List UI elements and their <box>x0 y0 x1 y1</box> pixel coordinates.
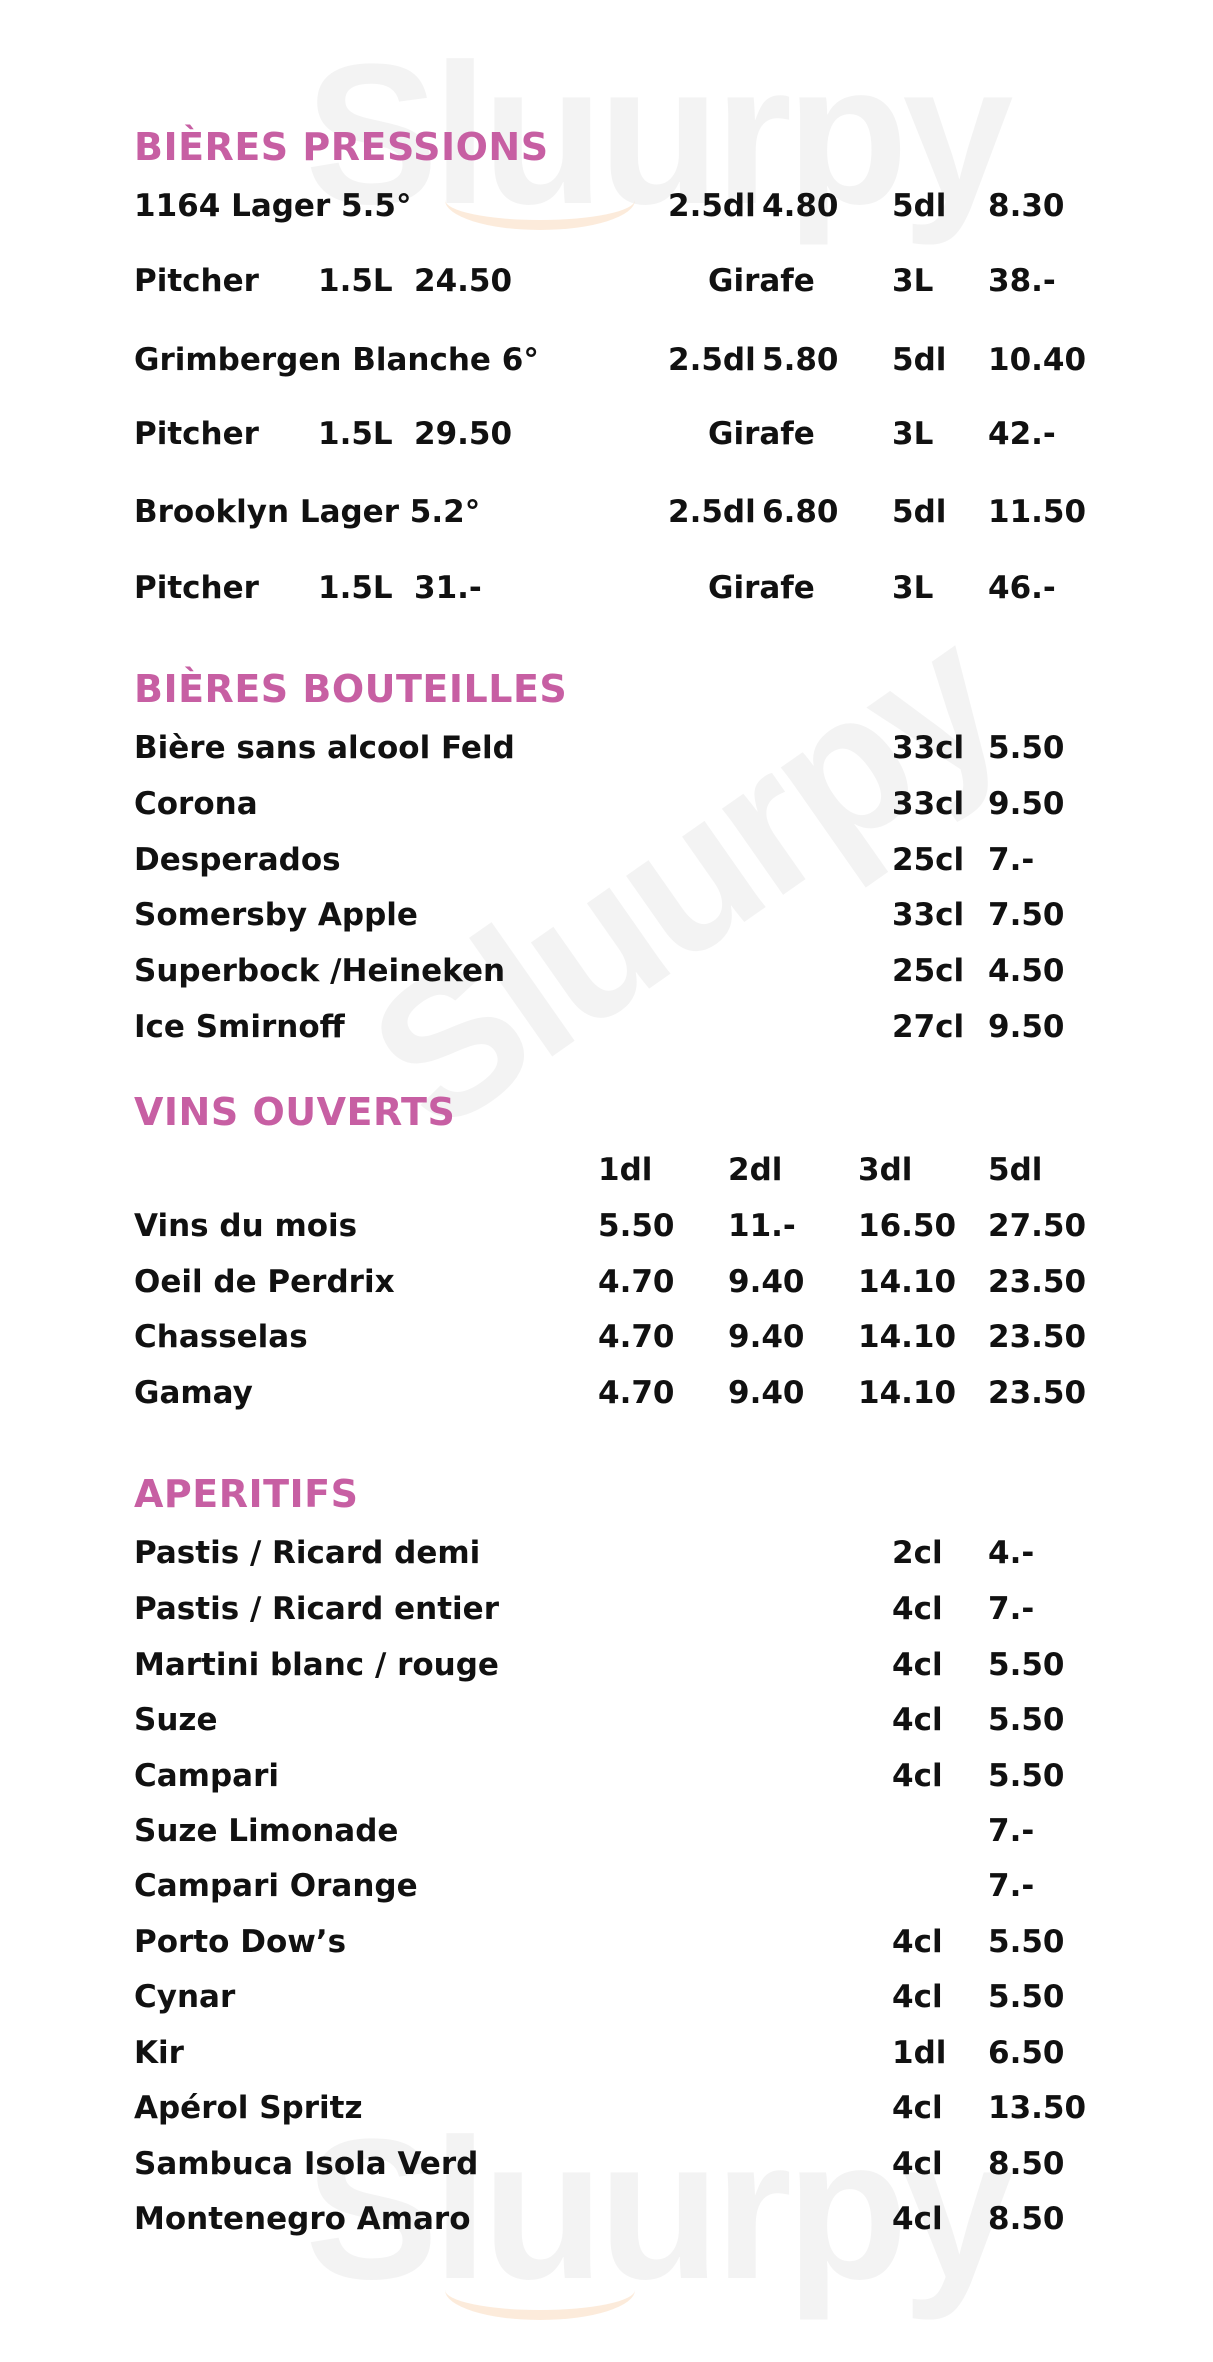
menu-row <box>0 784 1213 824</box>
item-name: Suze Limonade <box>134 1813 399 1849</box>
item-price: 9.50 <box>988 786 1065 822</box>
item-name: Montenegro Amaro <box>134 2201 471 2237</box>
item-price: 9.40 <box>728 1264 805 1300</box>
menu-row <box>0 728 1213 768</box>
item-price: 4.70 <box>598 1264 675 1300</box>
item-size: 4cl <box>892 1758 943 1794</box>
item-price: 5.50 <box>598 1208 675 1244</box>
item-price: 4.70 <box>598 1319 675 1355</box>
item-size: 1.5L <box>318 570 393 606</box>
section-title-bieres-pressions: BIÈRES PRESSIONS <box>134 125 549 169</box>
item-name: Cynar <box>134 1979 236 2015</box>
menu-row <box>0 1922 1213 1962</box>
column-header: 1dl <box>598 1152 653 1188</box>
item-price: 31.- <box>414 570 482 606</box>
item-price: 5.50 <box>988 1979 1065 2015</box>
item-price: 11.50 <box>988 494 1087 530</box>
item-name: Bière sans alcool Feld <box>134 730 515 766</box>
item-name: Desperados <box>134 842 341 878</box>
item-size: 2.5dl <box>668 188 756 224</box>
menu-row <box>0 414 1213 454</box>
item-price: 4.- <box>988 1535 1035 1571</box>
menu-row <box>0 1645 1213 1685</box>
item-size: 25cl <box>892 953 965 989</box>
item-size: 3L <box>892 570 934 606</box>
item-price: 9.40 <box>728 1319 805 1355</box>
item-name: Pitcher <box>134 263 259 299</box>
item-name: Pastis / Ricard entier <box>134 1591 499 1627</box>
item-price: 7.- <box>988 842 1035 878</box>
item-name: Suze <box>134 1702 218 1738</box>
item-name: Kir <box>134 2035 184 2071</box>
item-price: 11.- <box>728 1208 796 1244</box>
column-header: 3dl <box>858 1152 913 1188</box>
item-price: 4.50 <box>988 953 1065 989</box>
item-name: Apérol Spritz <box>134 2090 363 2126</box>
menu-row <box>0 1756 1213 1796</box>
column-headers <box>0 1150 1213 1190</box>
item-name: Pitcher <box>134 570 259 606</box>
item-size: 4cl <box>892 1702 943 1738</box>
menu-row <box>0 1866 1213 1906</box>
item-price: 7.- <box>988 1868 1035 1904</box>
menu-row <box>0 2199 1213 2239</box>
item-price: 5.50 <box>988 1647 1065 1683</box>
item-name: Brooklyn Lager 5.2° <box>134 494 481 530</box>
menu-row <box>0 1317 1213 1357</box>
item-price: 9.50 <box>988 1009 1065 1045</box>
menu-row <box>0 1533 1213 1573</box>
item-price: 14.10 <box>858 1319 957 1355</box>
menu-row <box>0 2144 1213 2184</box>
item-price: 9.40 <box>728 1375 805 1411</box>
item-name: Gamay <box>134 1375 253 1411</box>
menu-row <box>0 2088 1213 2128</box>
item-name: Campari Orange <box>134 1868 418 1904</box>
item-name: 1164 Lager 5.5° <box>134 188 412 224</box>
item-price: 27.50 <box>988 1208 1087 1244</box>
item-size: 2.5dl <box>668 342 756 378</box>
item-price: 29.50 <box>414 416 513 452</box>
menu-row <box>0 1589 1213 1629</box>
item-size: 1.5L <box>318 263 393 299</box>
item-size: 2cl <box>892 1535 943 1571</box>
item-size: 5dl <box>892 494 947 530</box>
item-name: Grimbergen Blanche 6° <box>134 342 539 378</box>
item-price: 23.50 <box>988 1264 1087 1300</box>
item-price: 23.50 <box>988 1375 1087 1411</box>
item-name: Somersby Apple <box>134 897 418 933</box>
item-price: 8.50 <box>988 2201 1065 2237</box>
item-price: 13.50 <box>988 2090 1087 2126</box>
item-name: Superbock /Heineken <box>134 953 506 989</box>
item-price: 38.- <box>988 263 1056 299</box>
menu-row <box>0 951 1213 991</box>
section-title-vins-ouverts: VINS OUVERTS <box>134 1090 456 1134</box>
item-price: 7.- <box>988 1591 1035 1627</box>
item-price: 5.50 <box>988 1758 1065 1794</box>
item-name: Pitcher <box>134 416 259 452</box>
item-price: 14.10 <box>858 1375 957 1411</box>
item-price: 46.- <box>988 570 1056 606</box>
watermark-smile-icon <box>445 2260 635 2320</box>
item-name: Campari <box>134 1758 279 1794</box>
item-size: 5dl <box>892 188 947 224</box>
menu-row <box>0 261 1213 301</box>
item-size: 4cl <box>892 1979 943 2015</box>
item-size: 33cl <box>892 730 965 766</box>
menu-row <box>0 1811 1213 1851</box>
menu-row <box>0 1700 1213 1740</box>
item-name: Girafe <box>708 570 815 606</box>
item-size: 4cl <box>892 1924 943 1960</box>
item-name: Girafe <box>708 416 815 452</box>
item-price: 24.50 <box>414 263 513 299</box>
item-name: Ice Smirnoff <box>134 1009 345 1045</box>
section-title-aperitifs: APERITIFS <box>134 1472 359 1516</box>
item-name: Porto Dow’s <box>134 1924 347 1960</box>
menu-row <box>0 1977 1213 2017</box>
menu-row <box>0 340 1213 380</box>
item-size: 3L <box>892 416 934 452</box>
menu-row <box>0 1007 1213 1047</box>
item-price: 4.80 <box>762 188 839 224</box>
menu-row <box>0 2033 1213 2073</box>
item-name: Corona <box>134 786 258 822</box>
item-size: 1dl <box>892 2035 947 2071</box>
item-size: 25cl <box>892 842 965 878</box>
item-price: 14.10 <box>858 1264 957 1300</box>
item-price: 8.30 <box>988 188 1065 224</box>
item-price: 5.50 <box>988 1702 1065 1738</box>
section-title-bieres-bouteilles: BIÈRES BOUTEILLES <box>134 667 568 711</box>
item-price: 7.- <box>988 1813 1035 1849</box>
item-size: 33cl <box>892 897 965 933</box>
item-name: Chasselas <box>134 1319 308 1355</box>
item-name: Pastis / Ricard demi <box>134 1535 481 1571</box>
item-price: 16.50 <box>858 1208 957 1244</box>
item-price: 6.80 <box>762 494 839 530</box>
item-size: 4cl <box>892 1647 943 1683</box>
item-price: 42.- <box>988 416 1056 452</box>
item-name: Girafe <box>708 263 815 299</box>
item-size: 33cl <box>892 786 965 822</box>
item-size: 4cl <box>892 2090 943 2126</box>
menu-row <box>0 186 1213 226</box>
item-price: 10.40 <box>988 342 1087 378</box>
item-price: 5.50 <box>988 1924 1065 1960</box>
item-size: 4cl <box>892 1591 943 1627</box>
item-size: 1.5L <box>318 416 393 452</box>
menu-row <box>0 492 1213 532</box>
item-name: Sambuca Isola Verd <box>134 2146 479 2182</box>
item-size: 2.5dl <box>668 494 756 530</box>
item-size: 27cl <box>892 1009 965 1045</box>
item-name: Oeil de Perdrix <box>134 1264 395 1300</box>
item-price: 6.50 <box>988 2035 1065 2071</box>
item-price: 5.50 <box>988 730 1065 766</box>
menu-row <box>0 1206 1213 1246</box>
item-name: Martini blanc / rouge <box>134 1647 499 1683</box>
item-price: 7.50 <box>988 897 1065 933</box>
item-price: 4.70 <box>598 1375 675 1411</box>
item-price: 23.50 <box>988 1319 1087 1355</box>
item-price: 8.50 <box>988 2146 1065 2182</box>
item-size: 3L <box>892 263 934 299</box>
menu-row <box>0 1373 1213 1413</box>
item-size: 5dl <box>892 342 947 378</box>
menu-row <box>0 1262 1213 1302</box>
item-size: 4cl <box>892 2201 943 2237</box>
item-size: 4cl <box>892 2146 943 2182</box>
column-header: 5dl <box>988 1152 1043 1188</box>
column-header: 2dl <box>728 1152 783 1188</box>
menu-row <box>0 840 1213 880</box>
menu-row <box>0 568 1213 608</box>
item-price: 5.80 <box>762 342 839 378</box>
item-name: Vins du mois <box>134 1208 358 1244</box>
menu-row <box>0 895 1213 935</box>
